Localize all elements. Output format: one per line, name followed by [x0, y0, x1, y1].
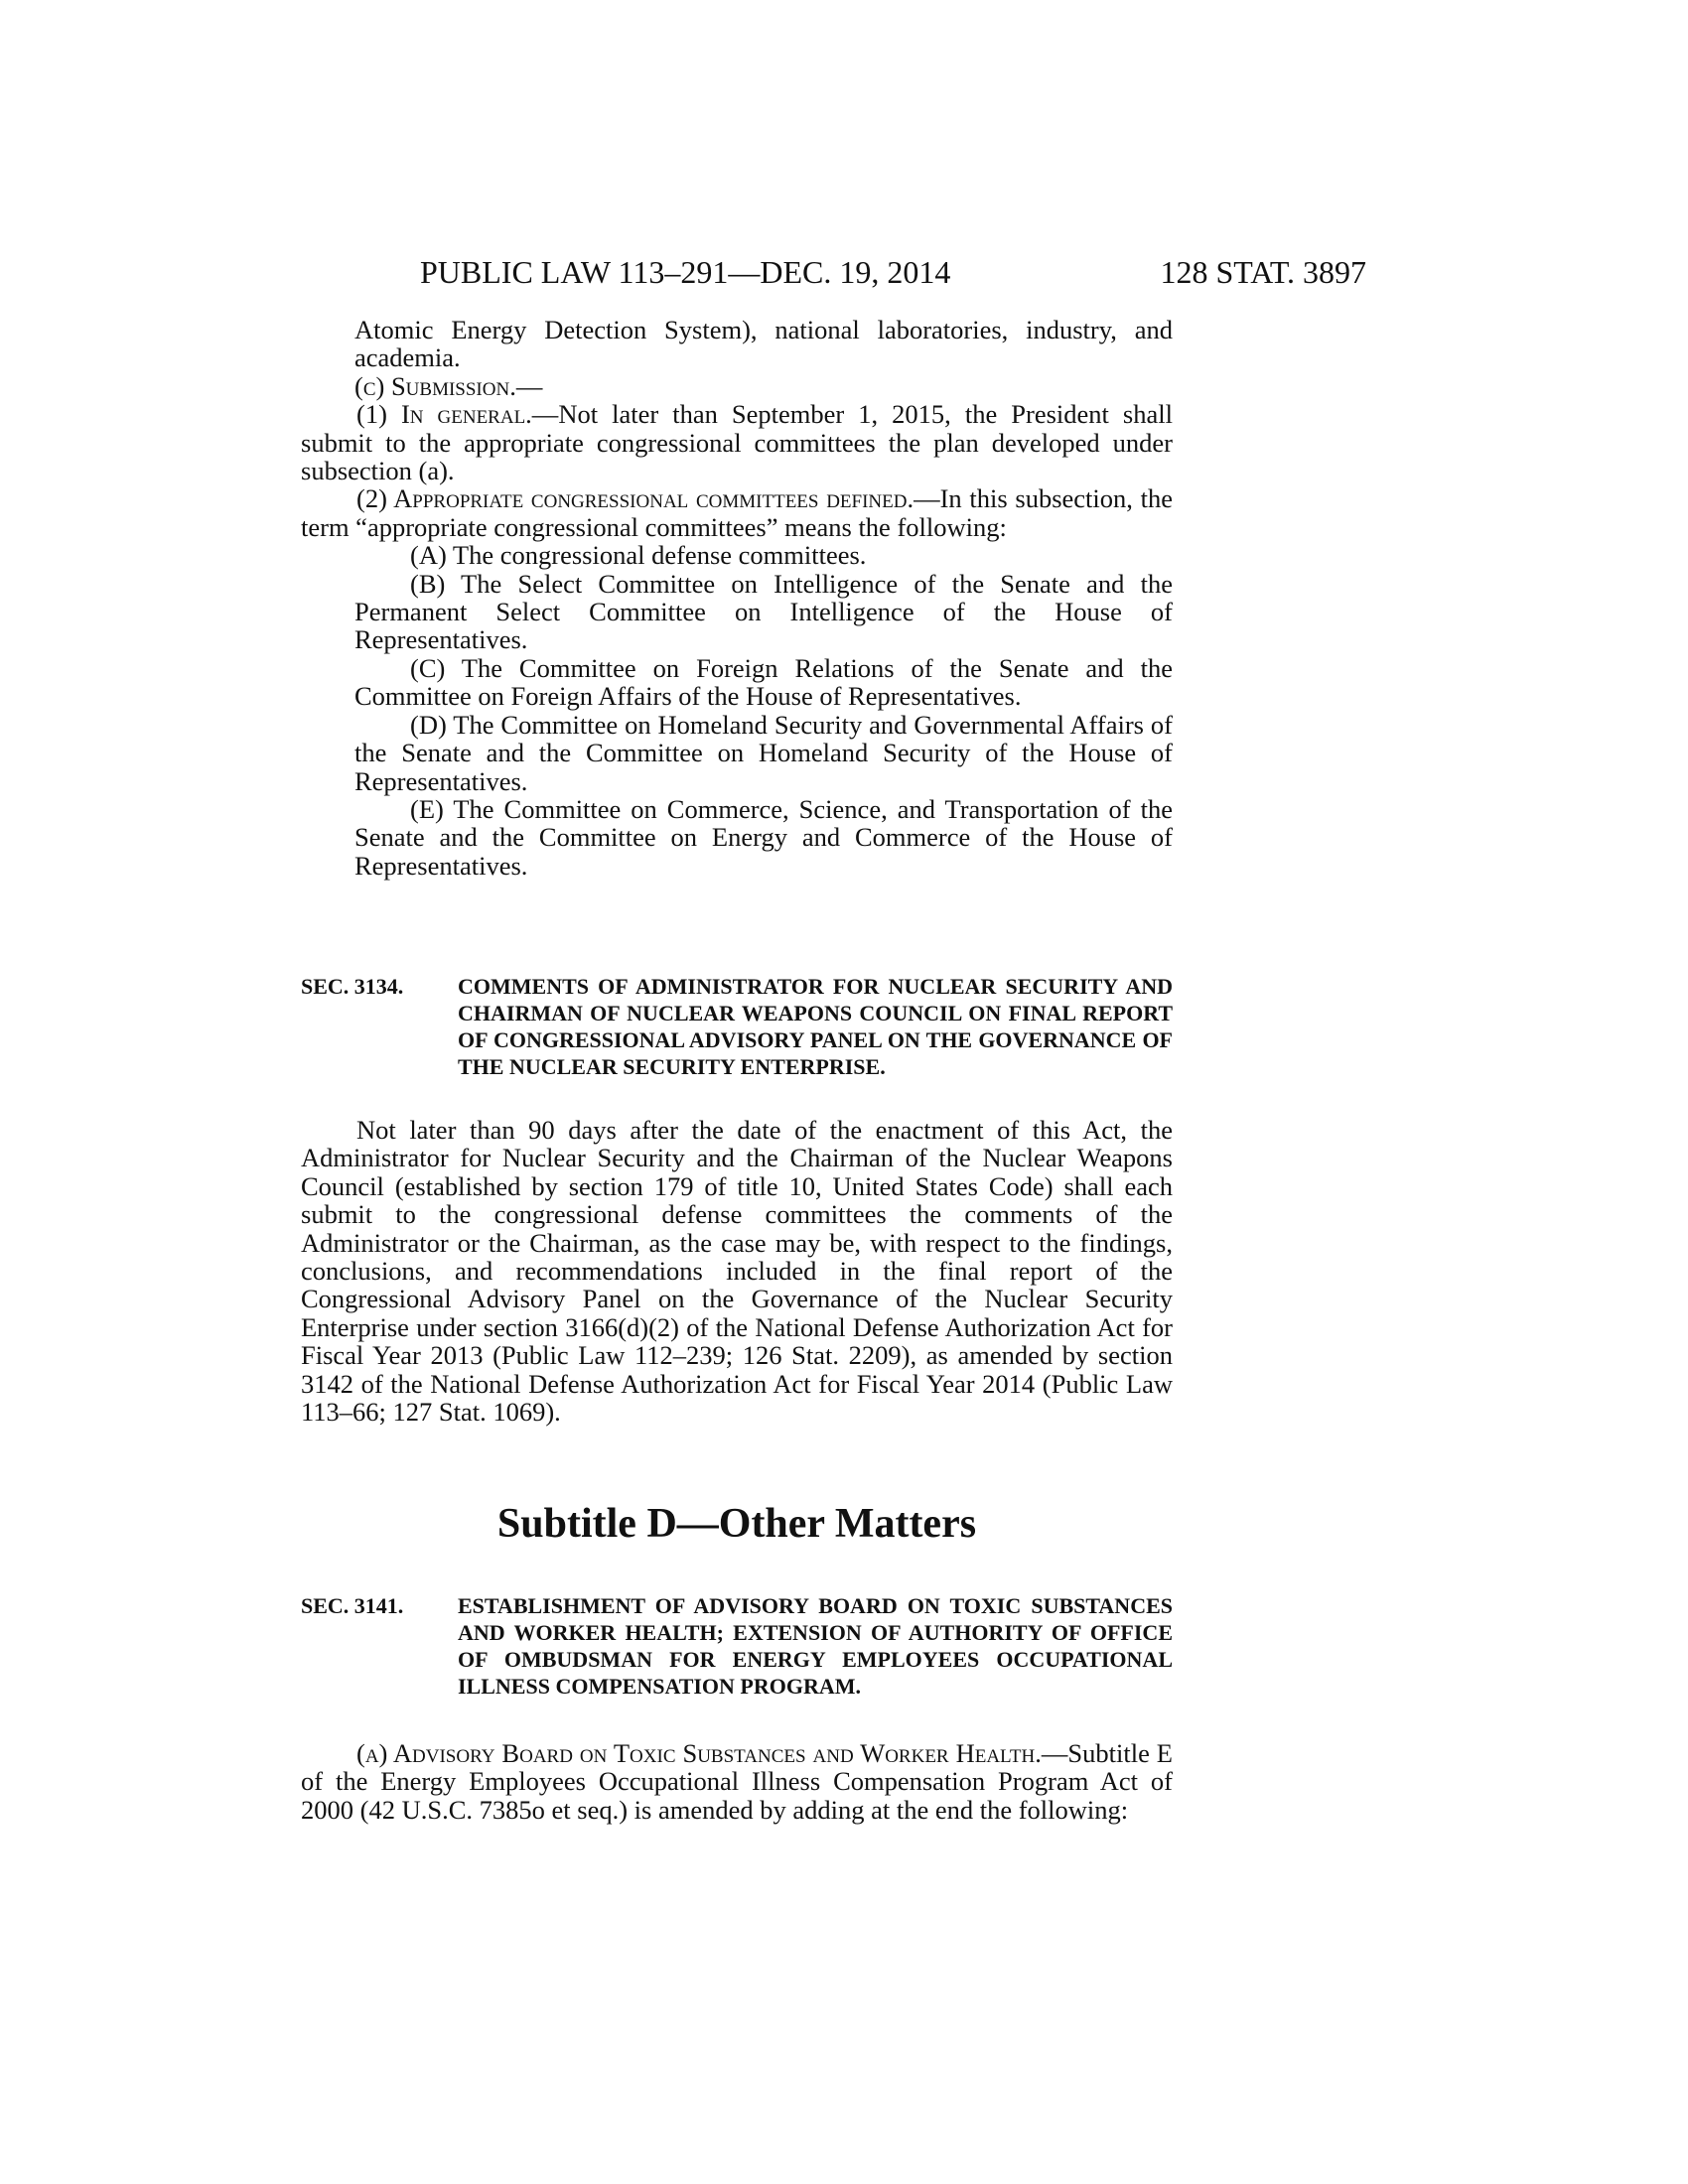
- item-D: (D) The Committee on Homeland Security and Governmental Affairs of the Senate and the Committee on Homeland Security of the House of Representatives.: [354, 709, 1173, 796]
- statute-page-number: 128 STAT. 3897: [1160, 254, 1366, 290]
- section-number: SEC. 3134.: [301, 974, 404, 999]
- section-3134-text: Not later than 90 days after the date of the enactment of this Act, the Administrator for Nuclear Security and the Chairman of the Nuclear Weapons Council (established by section 179 of title 10, United States Code) shall each submit to the congressional defense committees the comments of the Administrator or the Chairman, as the case may be, with respect to the findings, conclusions, and recommendations included in the final report of the Congressional Advisory Panel on the Governance of the Nuclear Security Enterprise under section 3166(d)(2) of the National Defense Authorization Act for Fiscal Year 2013 (Public Law 112–239; 126 Stat. 2209), as amended by section 3142 of the National Defense Authorization Act for Fiscal Year 2014 (Public Law 113–66; 127 Stat. 1069).: [301, 1115, 1173, 1428]
- running-header: [301, 252, 1366, 292]
- section-continuation: [301, 316, 1173, 880]
- subsection-a: [301, 1739, 1173, 1824]
- section-title: COMMENTS OF ADMINISTRATOR FOR NUCLEAR SECURITY AND CHAIRMAN OF NUCLEAR WEAPONS COUNCIL ON FINAL REPORT OF CONGRESSIONAL ADVISORY PANEL ON THE GOVERNANCE OF THE NUCLEAR SECURITY ENTERPRISE.: [458, 974, 1173, 1079]
- item-C: (C) The Committee on Foreign Relations of the Senate and the Committee on Foreign Affairs of the House of Representatives.: [354, 652, 1173, 712]
- section-title: ESTABLISHMENT OF ADVISORY BOARD ON TOXIC SUBSTANCES AND WORKER HEALTH; EXTENSION OF AUTHORITY OF OFFICE OF OMBUDSMAN FOR ENERGY EMPLOYEES OCCUPATIONAL ILLNESS COMPENSATION PROGRAM.: [458, 1593, 1173, 1699]
- item-E: (E) The Committee on Commerce, Science, and Transportation of the Senate and the Committee on Energy and Commerce of the House of Representatives.: [354, 793, 1173, 881]
- paragraph-2: [301, 484, 1173, 541]
- continued-text: Atomic Energy Detection System), national laboratories, industry, and academia.: [354, 315, 1173, 373]
- section-3134-body: [301, 1116, 1173, 1426]
- item-B: (B) The Select Committee on Intelligence of the Senate and the Permanent Select Committee on Intelligence of the House of Representatives.: [354, 568, 1173, 655]
- law-citation: PUBLIC LAW 113–291—DEC. 19, 2014: [420, 254, 951, 290]
- section-number: SEC. 3141.: [301, 1593, 404, 1618]
- paragraph-2-label: (2) Appropriate congressional committees defined.—: [356, 483, 940, 514]
- subsection-c-heading: (c) Submission.—: [354, 370, 543, 401]
- paragraph-1-label: (1) In general.—: [356, 399, 559, 430]
- section-3141-heading: [301, 1592, 1173, 1700]
- item-A: (A) The congressional defense committees.: [410, 540, 867, 571]
- paragraph-1: [301, 400, 1173, 484]
- subsection-a-label: (a) Advisory Board on Toxic Substances and Worker Health.—: [356, 1738, 1068, 1768]
- subtitle-heading: Subtitle D—Other Matters: [496, 1501, 977, 1547]
- section-3134-heading: [301, 973, 1173, 1080]
- subsection-a-text: Subtitle E of the Energy Employees Occupational Illness Compensation Program Act of 2000 (42 U.S.C. 7385o et seq.) is amended by adding at the end the following:: [301, 1738, 1173, 1825]
- section-3141-body: [301, 1739, 1173, 1824]
- paragraph-1-text: Not later than September 1, 2015, the President shall submit to the appropriate congressional committees the plan developed under subsection (a).: [301, 399, 1173, 486]
- paragraph-2-text: In this subsection, the term “appropriate congressional committees” means the following:: [301, 483, 1173, 542]
